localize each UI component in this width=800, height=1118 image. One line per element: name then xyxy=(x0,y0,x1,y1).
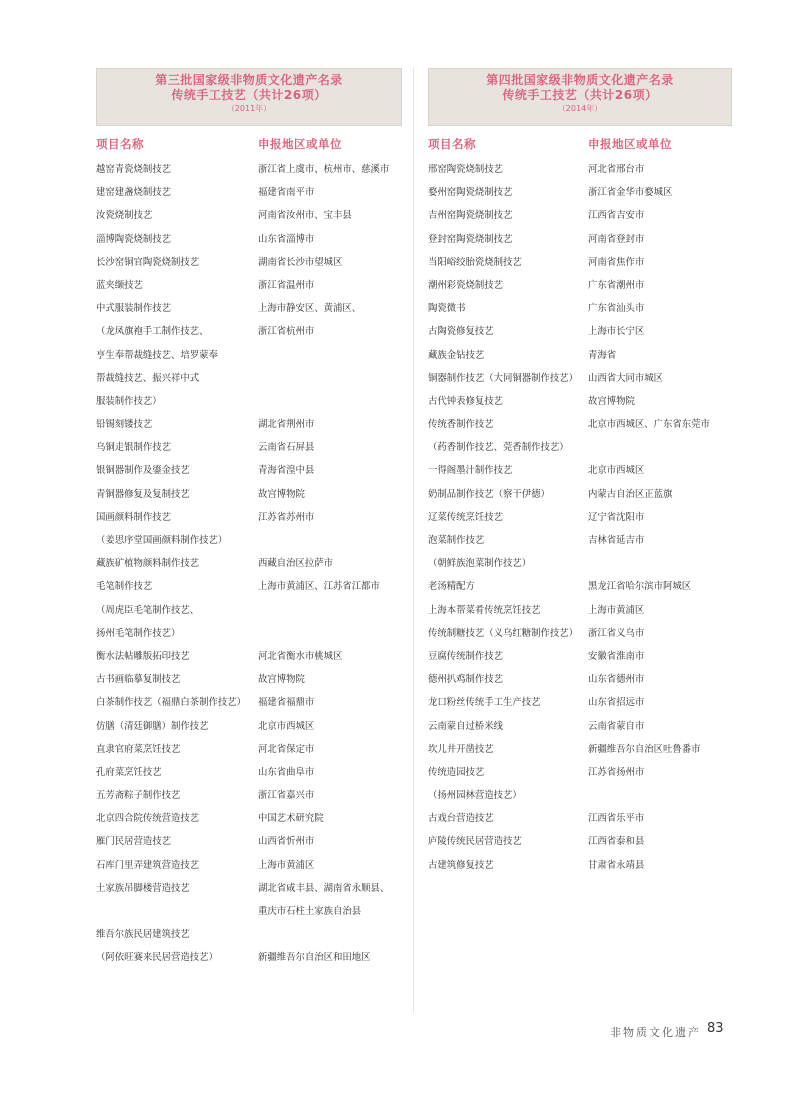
table-row xyxy=(96,784,402,807)
table-row xyxy=(96,506,402,529)
table-row xyxy=(428,459,732,482)
item-region: 内蒙古自治区正蓝旗 xyxy=(588,488,673,500)
item-name: 婺州窑陶瓷烧制技艺 xyxy=(428,187,513,199)
table-row xyxy=(428,367,732,390)
table-row xyxy=(428,506,732,529)
table-row xyxy=(96,483,402,506)
item-name: （扬州园林营造技艺） xyxy=(428,790,522,802)
item-region: 浙江省杭州市 xyxy=(258,326,315,338)
right-header-subtitle: 传统手工技艺（共计26项） xyxy=(502,88,658,102)
table-row xyxy=(96,877,402,900)
item-region: 北京市西城区 xyxy=(258,720,315,732)
table-row xyxy=(96,459,402,482)
item-region: 浙江省温州市 xyxy=(258,279,315,291)
table-row xyxy=(96,529,402,552)
item-region: 河北省保定市 xyxy=(258,743,315,755)
item-region: 北京市西城区、广东省东莞市 xyxy=(588,419,710,431)
item-name: 雁门民居营造技艺 xyxy=(96,836,172,848)
item-region: 黑龙江省哈尔滨市阿城区 xyxy=(588,581,692,593)
item-region: 江西省吉安市 xyxy=(588,210,645,222)
item-region: 上海市黄浦区 xyxy=(258,859,315,871)
item-name: 传统造园技艺 xyxy=(428,766,485,778)
item-region: 浙江省金华市婺城区 xyxy=(588,187,673,199)
table-row xyxy=(428,691,732,714)
item-region: 浙江省义乌市 xyxy=(588,627,645,639)
item-name: 云南蒙自过桥米线 xyxy=(428,720,504,732)
item-region: 甘肃省永靖县 xyxy=(588,859,645,871)
table-row xyxy=(428,320,732,343)
item-name: 登封窑陶瓷烧制技艺 xyxy=(428,233,513,245)
page-number: 83 xyxy=(707,1021,724,1036)
item-name: 北京四合院传统营造技艺 xyxy=(96,813,200,825)
table-row xyxy=(96,900,402,923)
left-header-title: 第三批国家级非物质文化遗产名录 xyxy=(155,73,343,87)
item-region: 山东省曲阜市 xyxy=(258,766,315,778)
item-name: 石库门里弄建筑营造技艺 xyxy=(96,859,200,871)
table-row xyxy=(96,344,402,367)
item-name: 庐陵传统民居营造技艺 xyxy=(428,836,522,848)
item-name: 古书画临摹复制技艺 xyxy=(96,674,181,686)
table-row xyxy=(96,761,402,784)
item-name: 上海本帮菜肴传统烹饪技艺 xyxy=(428,604,541,616)
item-region: 山东省招远市 xyxy=(588,697,645,709)
item-name: （药香制作技艺、莞香制作技艺） xyxy=(428,442,569,454)
table-row xyxy=(428,738,732,761)
table-row xyxy=(96,923,402,946)
table-row xyxy=(96,297,402,320)
item-region: 广东省汕头市 xyxy=(588,303,645,315)
table-row xyxy=(428,552,732,575)
item-region: 云南省石屏县 xyxy=(258,442,315,454)
table-row xyxy=(96,251,402,274)
item-region: 河南省汝州市、宝丰县 xyxy=(258,210,352,222)
table-row xyxy=(96,738,402,761)
table-row xyxy=(428,274,732,297)
item-name: （姜思序堂国画颜料制作技艺） xyxy=(96,535,228,546)
right-column-headings xyxy=(428,136,732,158)
table-row xyxy=(428,645,732,668)
table-row xyxy=(428,529,732,552)
item-name: 五芳斋粽子制作技艺 xyxy=(96,790,181,802)
item-name: 古戏台营造技艺 xyxy=(428,813,494,825)
item-name: 古代钟表修复技艺 xyxy=(428,395,504,407)
item-name: 坎儿井开凿技艺 xyxy=(428,743,494,755)
table-row xyxy=(428,854,732,877)
item-region: 山东省淄博市 xyxy=(258,233,315,245)
table-row xyxy=(428,761,732,784)
right-col-heading-name: 项目名称 xyxy=(428,137,476,151)
item-name: 豆腐传统制作技艺 xyxy=(428,650,504,662)
table-row xyxy=(96,946,402,969)
table-row xyxy=(96,807,402,830)
right-header-title: 第四批国家级非物质文化遗产名录 xyxy=(486,73,674,87)
item-name: 白茶制作技艺（福鼎白茶制作技艺） xyxy=(96,697,247,709)
item-name: 帮裁缝技艺、振兴祥中式 xyxy=(96,372,200,384)
item-region: 浙江省嘉兴市 xyxy=(258,790,315,802)
table-row xyxy=(96,830,402,853)
table-row xyxy=(96,622,402,645)
item-name: 建窑建盏烧制技艺 xyxy=(96,187,172,199)
table-row xyxy=(428,251,732,274)
left-header-year: （2011年） xyxy=(226,104,272,113)
item-name: 淄博陶瓷烧制技艺 xyxy=(96,233,172,245)
item-region: 吉林省延吉市 xyxy=(588,535,645,546)
item-name: 辽菜传统烹饪技艺 xyxy=(428,511,504,523)
item-name: 扬州毛笔制作技艺） xyxy=(96,627,181,639)
table-row xyxy=(428,599,732,622)
item-name: 老汤精配方 xyxy=(428,581,475,593)
item-name: 服装制作技艺） xyxy=(96,395,162,407)
item-name: 古陶瓷修复技艺 xyxy=(428,326,494,338)
footer-section-title: 非物质文化遗产 xyxy=(610,1026,701,1039)
item-region: 浙江省上虞市、杭州市、慈溪市 xyxy=(258,164,390,175)
table-row xyxy=(428,483,732,506)
item-name: 龙口粉丝传统手工生产技艺 xyxy=(428,697,541,709)
table-row xyxy=(96,645,402,668)
table-row xyxy=(428,181,732,204)
item-region: 安徽省淮南市 xyxy=(588,650,645,662)
table-row xyxy=(428,436,732,459)
table-row xyxy=(428,158,732,181)
table-row xyxy=(428,807,732,830)
left-table xyxy=(96,158,402,970)
table-row xyxy=(428,830,732,853)
item-name: 泡菜制作技艺 xyxy=(428,535,485,546)
table-row xyxy=(96,390,402,413)
table-row xyxy=(428,204,732,227)
item-region: 故宫博物院 xyxy=(588,395,635,407)
column-divider xyxy=(413,68,414,1013)
item-name: 亨生奉帮裁缝技艺、培罗蒙奉 xyxy=(96,349,218,361)
item-name: 衡水法帖雕版拓印技艺 xyxy=(96,650,190,662)
item-region: 新疆维吾尔自治区吐鲁番市 xyxy=(588,743,701,755)
table-row xyxy=(428,297,732,320)
left-col-heading-region: 申报地区或单位 xyxy=(258,137,342,151)
item-region: 江苏省扬州市 xyxy=(588,766,645,778)
left-col-heading-name: 项目名称 xyxy=(96,137,144,151)
item-region: 河北省衡水市桃城区 xyxy=(258,650,343,662)
item-name: 传统制糖技艺（义乌红糖制作技艺） xyxy=(428,627,579,639)
item-name: 邢窑陶瓷烧制技艺 xyxy=(428,164,504,175)
item-region: 青海省湟中县 xyxy=(258,465,315,477)
table-row xyxy=(428,622,732,645)
item-region: 上海市黄浦区 xyxy=(588,604,645,616)
left-header-box xyxy=(96,68,402,126)
item-name: 藏族矿植物颜料制作技艺 xyxy=(96,558,200,570)
right-col-heading-region: 申报地区或单位 xyxy=(588,137,672,151)
item-region: 山西省忻州市 xyxy=(258,836,315,848)
table-row xyxy=(96,715,402,738)
item-name: 维吾尔族民居建筑技艺 xyxy=(96,929,190,941)
item-name: 藏族金钻技艺 xyxy=(428,349,485,361)
item-region: 河南省登封市 xyxy=(588,233,645,245)
item-name: 土家族吊脚楼营造技艺 xyxy=(96,882,190,894)
item-name: 吉州窑陶瓷烧制技艺 xyxy=(428,210,513,222)
item-region: 中国艺术研究院 xyxy=(258,813,324,825)
item-name: 长沙窑铜官陶瓷烧制技艺 xyxy=(96,256,200,268)
item-region: 西藏自治区拉萨市 xyxy=(258,558,334,570)
table-row xyxy=(428,390,732,413)
item-region: 广东省潮州市 xyxy=(588,279,645,291)
table-row xyxy=(428,575,732,598)
table-row xyxy=(428,228,732,251)
table-row xyxy=(96,854,402,877)
table-row xyxy=(428,344,732,367)
item-name: 越窑青瓷烧制技艺 xyxy=(96,164,172,175)
item-region: 重庆市石柱土家族自治县 xyxy=(258,906,362,917)
left-header-subtitle: 传统手工技艺（共计26项） xyxy=(171,88,327,102)
item-name: 毛笔制作技艺 xyxy=(96,581,153,593)
table-row xyxy=(96,691,402,714)
item-name: （周虎臣毛笔制作技艺、 xyxy=(96,604,200,616)
item-region: 北京市西城区 xyxy=(588,465,645,477)
item-region: 福建省南平市 xyxy=(258,187,315,199)
item-region: 湖北省荆州市 xyxy=(258,419,315,431)
table-row xyxy=(96,552,402,575)
table-row xyxy=(96,228,402,251)
table-row xyxy=(96,367,402,390)
table-row xyxy=(96,575,402,598)
table-row xyxy=(96,320,402,343)
item-region: 福建省福鼎市 xyxy=(258,697,315,709)
left-column-headings xyxy=(96,136,402,158)
right-column xyxy=(428,68,732,877)
item-name: 一得阁墨汁制作技艺 xyxy=(428,465,513,477)
item-name: 国画颜料制作技艺 xyxy=(96,511,172,523)
table-row xyxy=(96,204,402,227)
item-name: （阿依旺赛来民居营造技艺） xyxy=(96,952,218,964)
item-name: 蓝夹缬技艺 xyxy=(96,279,143,291)
item-name: 仿膳（清廷御膳）制作技艺 xyxy=(96,720,209,732)
table-row xyxy=(428,413,732,436)
right-header-year: （2014年） xyxy=(557,104,603,113)
item-name: 陶瓷微书 xyxy=(428,303,466,315)
table-row xyxy=(96,181,402,204)
item-region: 山东省德州市 xyxy=(588,674,645,686)
item-region: 河北省邢台市 xyxy=(588,164,645,175)
item-region: 辽宁省沈阳市 xyxy=(588,511,645,523)
item-name: 德州扒鸡制作技艺 xyxy=(428,674,504,686)
item-region: 江西省泰和县 xyxy=(588,836,645,848)
right-header-box xyxy=(428,68,732,126)
table-row xyxy=(96,413,402,436)
item-name: 直隶官府菜烹饪技艺 xyxy=(96,743,181,755)
item-name: 孔府菜烹饪技艺 xyxy=(96,766,162,778)
item-region: 湖北省咸丰县、湖南省永顺县、 xyxy=(258,882,390,894)
table-row xyxy=(96,436,402,459)
table-row xyxy=(428,715,732,738)
item-region: 湖南省长沙市望城区 xyxy=(258,256,343,268)
item-region: 江西省乐平市 xyxy=(588,813,645,825)
table-row xyxy=(96,599,402,622)
item-name: 铜器制作技艺（大同铜器制作技艺） xyxy=(428,372,579,384)
item-region: 山西省大同市城区 xyxy=(588,372,664,384)
item-name: 中式服装制作技艺 xyxy=(96,303,172,315)
item-region: 江苏省苏州市 xyxy=(258,511,315,523)
item-name: 汝瓷烧制技艺 xyxy=(96,210,153,222)
left-column xyxy=(96,68,402,970)
table-row xyxy=(96,274,402,297)
item-region: 云南省蒙自市 xyxy=(588,720,645,732)
item-region: 河南省焦作市 xyxy=(588,256,645,268)
item-name: 传统香制作技艺 xyxy=(428,419,494,431)
item-region: 上海市长宁区 xyxy=(588,326,645,338)
item-name: 当阳峪绞胎瓷烧制技艺 xyxy=(428,256,522,268)
item-name: 古建筑修复技艺 xyxy=(428,859,494,871)
item-region: 故宫博物院 xyxy=(258,488,305,500)
item-name: （朝鲜族泡菜制作技艺） xyxy=(428,558,532,570)
table-row xyxy=(428,668,732,691)
item-name: 银铜器制作及鎏金技艺 xyxy=(96,465,190,477)
item-name: 潮州彩瓷烧制技艺 xyxy=(428,279,504,291)
item-name: （龙凤旗袍手工制作技艺、 xyxy=(96,326,209,338)
table-row xyxy=(96,668,402,691)
item-name: 青铜器修复及复制技艺 xyxy=(96,488,190,500)
item-region: 上海市黄浦区、江苏省江都市 xyxy=(258,581,380,593)
item-region: 新疆维吾尔自治区和田地区 xyxy=(258,952,371,964)
item-name: 乌铜走银制作技艺 xyxy=(96,442,172,454)
item-region: 故宫博物院 xyxy=(258,674,305,686)
item-region: 上海市静安区、黄浦区、 xyxy=(258,303,362,315)
table-row xyxy=(428,784,732,807)
table-row xyxy=(96,158,402,181)
right-table xyxy=(428,158,732,877)
item-region: 青海省 xyxy=(588,349,617,361)
item-name: 奶制品制作技艺（察干伊德） xyxy=(428,488,550,500)
item-name: 铅锡刻镂技艺 xyxy=(96,419,153,431)
